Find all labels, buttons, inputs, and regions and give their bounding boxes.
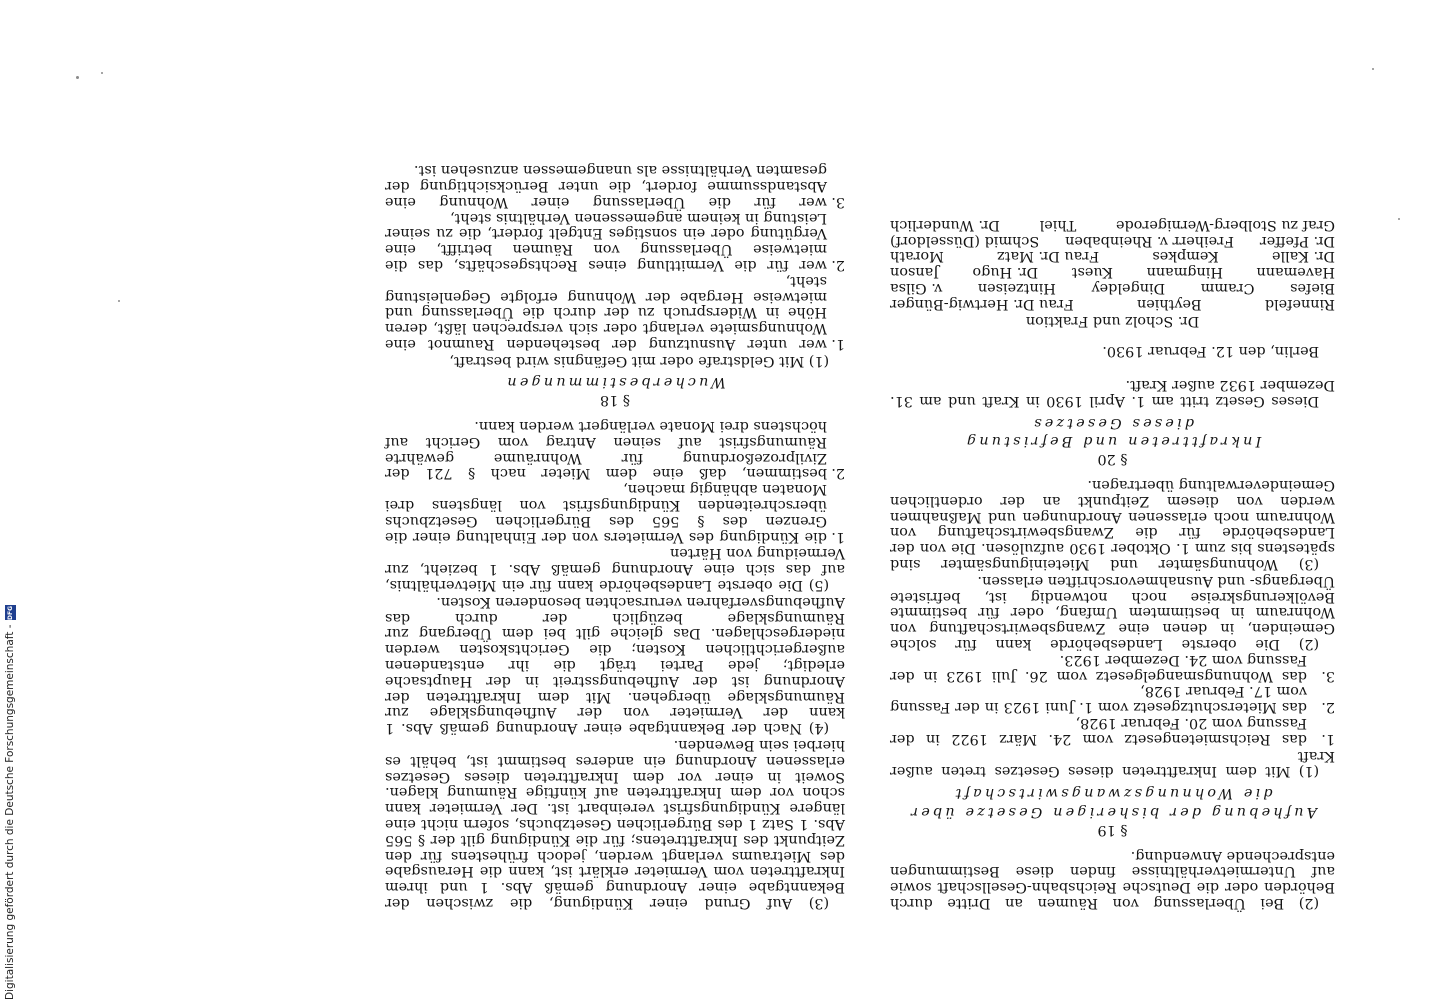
list-item-number: 2. xyxy=(831,256,845,273)
signatory: v. Gilsa xyxy=(890,279,943,296)
section-18-title: Wucherbestimmungen xyxy=(504,374,726,391)
signatory: Hingmann xyxy=(1146,264,1223,281)
list-item-number: 2. xyxy=(1321,699,1335,716)
signatory: Havemann xyxy=(1256,264,1335,281)
section-20-number: § 20 xyxy=(1097,451,1128,468)
signatory: Dr. Hugo xyxy=(972,264,1039,281)
signatory: Thiel xyxy=(1039,216,1077,233)
paragraph: (2) Bei Überlassung von Räumen an Dritte durch Behörden oder die Deutsche Reichsbahn-Gesellschaft sowie auf Untermietverhältnisse finden diese Bestimmungen entsprechende Anwendung. xyxy=(890,847,1335,911)
dfg-logo-icon: DFG xyxy=(6,605,14,620)
scan-speck xyxy=(1398,218,1400,220)
signatory: Hintzeisen xyxy=(977,279,1056,296)
signature-row xyxy=(890,295,1335,311)
signature-row xyxy=(890,248,1335,264)
section-19-number: § 19 xyxy=(1097,821,1128,838)
signatory: Frau Dr. Matz xyxy=(997,248,1100,265)
list-item xyxy=(385,272,845,351)
section-20-text: Dieses Gesetz tritt am 1. April 1930 in Kraft und am 31. Dezember 1932 außer Kraft. xyxy=(890,377,1335,409)
signatory: Dingeldey xyxy=(1091,279,1166,296)
signatory: Graf zu Stolberg-Wernigerode xyxy=(1116,216,1335,233)
signatory: Rinnefeld xyxy=(1264,295,1335,312)
list-item xyxy=(385,480,845,543)
list-item-number: 2. xyxy=(831,465,845,482)
list-item-number: 3. xyxy=(831,193,845,210)
list-item-text: wer für die Überlassung einer Wohnung eine Abstandssumme fordert, die unter Berücksichtigung der gesamten Verhältnisse als unangemessen anzusehen ist. xyxy=(385,162,827,210)
section-20-title-line2: dieses Gesetzes xyxy=(1031,414,1194,431)
list-item-number: 1. xyxy=(1321,730,1335,747)
section-18-number: § 18 xyxy=(599,392,631,409)
left-column xyxy=(385,161,845,910)
list-item-text: die Kündigung des Vermieters von der Einhaltung einer die Grenzen des § 565 des Bürgerlichen Gesetzbuchs überschreitenden Kündigungsfrist von längstens drei Monaten abhängig machen, xyxy=(385,481,827,545)
list-item xyxy=(890,683,1335,715)
list-item-text: wer für die Vermittlung eines Rechtsgeschäfts, das die mietweise Überlassung von Räumen betrifft, eine Vergütung oder ein sonstiges Entgelt fordert, die zu seiner Leistung in keinem angemessenen Verhältnis steht, xyxy=(385,209,827,273)
section-18-intro: (1) Mit Geldstrafe oder mit Gefängnis wird bestraft, xyxy=(449,352,830,369)
scan-speck xyxy=(76,76,79,79)
list-item-text: bestimmen, daß eine dem Mieter nach § 721 der Zivilprozeßordnung für Wohnräume gewährte Räumungsfrist auf seinen Antrag vom Gericht auf höchstens drei Monate verlängert werden kann. xyxy=(385,418,827,482)
signature-row xyxy=(890,232,1335,248)
paragraph: (3) Auf Grund einer Kündigung, die zwischen der Bekanntgabe einer Anordnung gemäß Abs. 1 und ihrem Inkrafttreten vom Vermieter erklärt ist, kann die Herausgabe des Mietraums verlangt werden, jedoch frühestens für den Zeitpunkt des Inkrafttretens; für die Kündigung gilt der § 565 Abs. 1 Satz 1 des Bürgerlichen Gesetzbuchs, sofern nicht eine längere Kündigungsfrist vereinbart ist. Der Vermieter kann schon vor dem Inkrafttreten auf künftige Räumung klagen. Soweit in einer vor dem Inkrafttreten dieses Gesetzes erlassenen Anordnung ein anderes bestimmt ist, behält es hierbei sein Bewenden. xyxy=(385,737,845,911)
document-page xyxy=(380,100,1335,910)
footer-text: Digitalisierung gefördert durch die Deutsche Forschungsgemeinschaft - xyxy=(4,624,16,1000)
signatory: Schmid (Düsseldorf) xyxy=(890,232,1040,249)
list-item-text: wer unter Ausnutzung der bestehenden Raumnot eine Wohnungsmiete verlangt oder sich versprechen läßt, deren Höhe in Widerspruch zu der durch die Überlassung und mietweise Hergabe der Wohnung erfolgte Gegenleistung steht, xyxy=(385,272,827,352)
scan-speck xyxy=(1372,68,1374,70)
section-20-title-line1: Inkrafttreten und Befristung xyxy=(963,433,1262,450)
right-column xyxy=(890,216,1335,910)
list-item-number: 3. xyxy=(1321,667,1335,684)
section-19-intro: (1) Mit dem Inkrafttreten dieses Gesetzes treten außer Kraft xyxy=(890,747,1335,780)
list-item xyxy=(385,209,845,272)
list-item xyxy=(890,714,1335,746)
signatory: Biefes xyxy=(1290,279,1335,296)
signatory: Dr. Kalle xyxy=(1271,248,1335,265)
paragraph: (4) Nach der Bekanntgabe einer Anordnung gemäß Abs. 1 kann der Vermieter von der Aufhebungsklage zur Räumungsklage übergehen. Mit dem Inkrafttreten der Anordnung ist der Aufhebungsstreit in der Hauptsache erledigt; jede Partei trägt die ihr entstandenen außergerichtlichen Kosten; die Gerichtskosten werden niedergeschlagen. Das gleiche gilt bei dem Übergang zur Räumungsklage bezüglich der durch das Aufhebungsverfahren verursachten besonderen Kosten. xyxy=(385,593,845,737)
signatory: Kuest xyxy=(1071,264,1114,281)
signature-block xyxy=(890,216,1335,311)
list-item xyxy=(385,161,845,208)
scan-speck xyxy=(101,72,103,74)
signatory: Frau Dr. Hertwig-Bünger xyxy=(890,295,1074,312)
signatory: Dr. Pfeffer xyxy=(1259,232,1335,249)
signatory: Cramm xyxy=(1200,279,1255,296)
list-item-text: das Reichsmietengesetz vom 24. März 1922 in der Fassung vom 20. Februar 1928, xyxy=(890,715,1307,747)
scan-speck xyxy=(118,300,120,302)
signatory: Morath xyxy=(890,248,944,265)
signature-row xyxy=(890,279,1335,295)
signatory: Kempkes xyxy=(1152,248,1219,265)
date-line: Berlin, den 12. Februar 1930. xyxy=(1102,343,1320,360)
section-19-title-line1: Aufhebung der bisherigen Gesetze über xyxy=(908,804,1317,821)
signatory: Janson xyxy=(890,264,939,281)
list-item xyxy=(890,651,1335,683)
signatory: Freiherr v. Rheinbaben xyxy=(1065,232,1235,249)
list-item-text: das Wohnungsmangelgesetz vom 26. Juli 1923 in der Fassung vom 24. Dezember 1923. xyxy=(890,651,1307,684)
list-item-text: das Mieterschutzgesetz vom 1. Juni 1923 in der Fassung vom 17. Februar 1928, xyxy=(890,683,1307,716)
paragraph: (5) Die oberste Landesbehörde kann für ein Mietverhältnis, auf das sich eine Anordnung gemäß Abs. 1 bezieht, zur Vermeidung von Härten xyxy=(385,545,845,594)
signatures-heading: Dr. Scholz und Fraktion xyxy=(1025,313,1200,330)
signature-row xyxy=(890,263,1335,279)
list-item-number: 1. xyxy=(831,528,845,545)
signatory: Beythien xyxy=(1136,295,1202,312)
signatory: Dr. Wunderlich xyxy=(890,216,1000,233)
paragraph: (3) Wohnungsämter und Mieteinigungsämter sind spätestens bis zum 1. Oktober 1930 aufzulösen. Die von der Landesbehörde für die Zwangsbewirtschaftung von Wohnraum noch erlassenen Anordnungen und Maßnahmen werden von diesem Zeitpunkt an der ordentlichen Gemeindeverwaltung übertragen. xyxy=(890,477,1335,573)
signature-row xyxy=(890,216,1335,232)
funder-footer xyxy=(2,604,18,1000)
list-item-number: 1. xyxy=(831,335,845,352)
section-19-title-line2: die Wohnungszwangswirtschaft xyxy=(952,785,1273,802)
paragraph: (2) Die oberste Landesbehörde kann für solche Gemeinden, in denen eine Zwangsbewirtschaftung von Wohnraum in bestimmtem Umfang, oder für bestimmte Bevölkerungskreise noch notwendig ist, befristete Übergangs- und Ausnahmevorschriften erlassen. xyxy=(890,572,1335,653)
list-item xyxy=(385,417,845,480)
